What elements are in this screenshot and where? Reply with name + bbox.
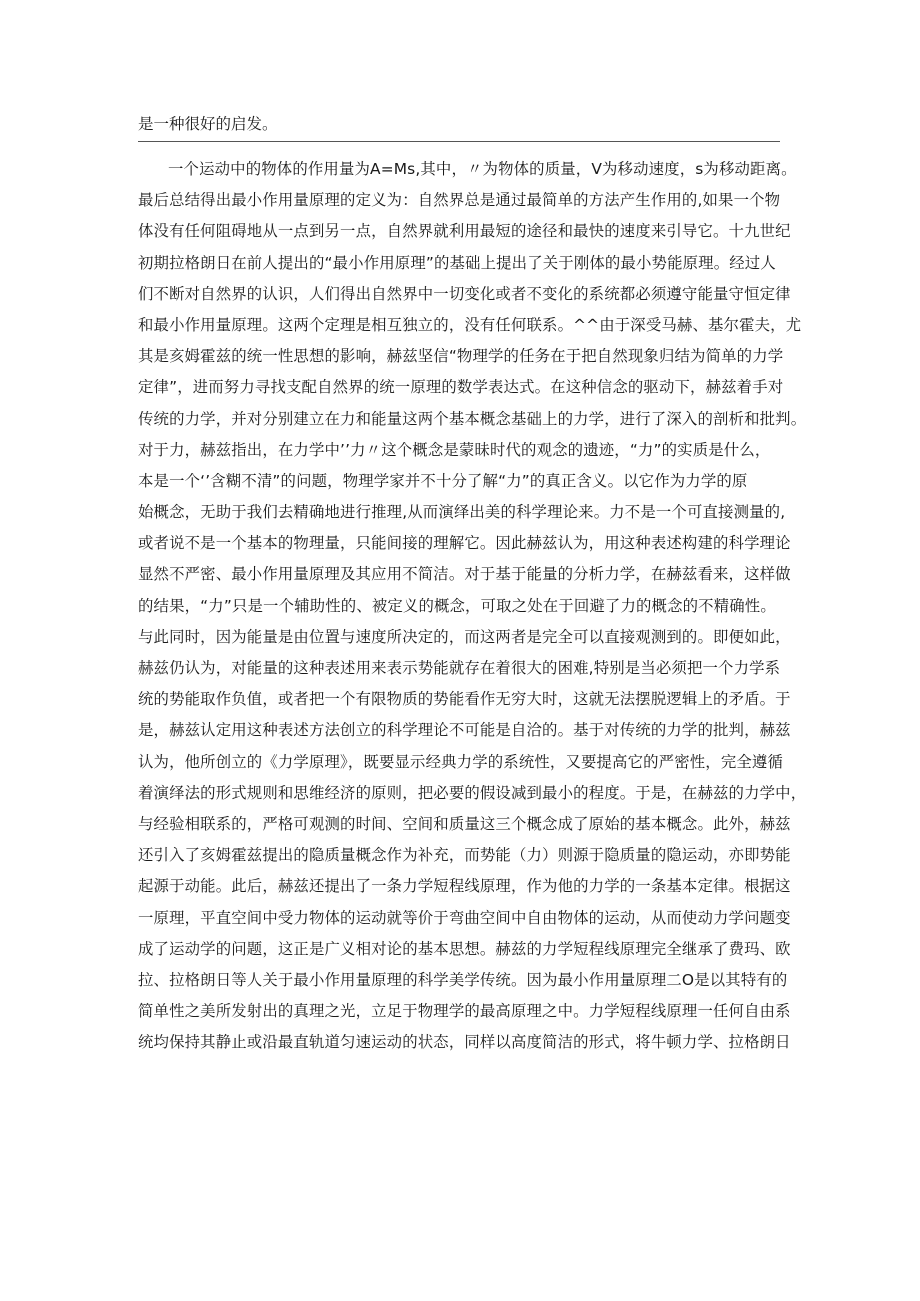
text-line: 与此同时，因为能量是由位置与速度所决定的，而这两者是完全可以直接观测到的。即便如此， (138, 627, 791, 646)
text-line: 与经验相联系的，严格可观测的时间、空间和质量这三个概念成了原始的基本概念。此外，赫兹 (138, 814, 791, 833)
text-line: 认为，他所创立的《力学原理》，既要显示经典力学的系统性，又要提高它的严密性，完全遵循 (138, 752, 784, 771)
text-line: 统的势能取作负值，或者把一个有限物质的势能看作无穷大时，这就无法摆脱逻辑上的矛盾。于 (138, 690, 791, 709)
text-line: 起源于动能。此后，赫兹还提出了一条力学短程线原理，作为他的力学的一条基本定律。根据这 (138, 877, 791, 896)
text-line: 和最小作用量原理。这两个定理是相互独立的，没有任何联系。^^由于深受马赫、基尔霍夫，尤 (138, 315, 802, 334)
text-line: 对于力，赫兹指出，在力学中’’力〃这个概念是蒙昧时代的观念的遗迹，“力”的实质是什么， (138, 440, 771, 459)
text-line: 简单性之美所发射出的真理之光，立足于物理学的最高原理之中。力学短程线原理一任何自由系 (138, 1002, 791, 1021)
text-line: 或者说不是一个基本的物理量，只能间接的理解它。因此赫兹认为，用这种表述构建的科学理论 (138, 534, 791, 553)
text-line: 拉、拉格朗日等人关于最小作用量原理的科学美学传统。因为最小作用量原理二O是以其特有的 (138, 970, 788, 989)
text-line: 始概念，无助于我们去精确地进行推理,从而演绎出美的科学理论来。力不是一个可直接测量的, (138, 503, 786, 522)
text-line: 最后总结得出最小作用量原理的定义为：自然界总是通过最简单的方法产生作用的,如果一个物 (138, 191, 781, 210)
text-line: 一原理，平直空间中受力物体的运动就等价于弯曲空间中自由物体的运动，从而使动力学问题变 (138, 908, 791, 927)
text-line: 赫兹仍认为，对能量的这种表述用来表示势能就存在着很大的困难,特别是当必须把一个力学系 (138, 659, 781, 677)
text-line: 是，赫兹认定用这种表述方法创立的科学理论不可能是自洽的。基于对传统的力学的批判，赫兹 (138, 721, 791, 740)
horizontal-rule (138, 141, 780, 142)
text-line: 统均保持其静止或沿最直轨道匀速运动的状态，同样以高度简洁的形式，将牛顿力学、拉格朗日 (138, 1033, 791, 1052)
text-line: 着演绎法的形式规则和思维经济的原则，把必要的假设减到最小的程度。于是，在赫兹的力学中， (138, 783, 807, 802)
text-line: 的结果，“力”只是一个辅助性的、被定义的概念，可取之处在于回避了力的概念的不精确性。 (138, 596, 776, 615)
text-line: 本是一个‘’含糊不清”的问题，物理学家并不十分了解“力”的真正含义。以它作为力学的原 (138, 471, 748, 490)
previous-page-tail-text: 是一种很好的启发。 (138, 115, 278, 133)
text-line: 成了运动学的问题，这正是广义相对论的基本思想。赫兹的力学短程线原理完全继承了费玛、欧 (138, 939, 791, 958)
text-line: 传统的力学，并对分别建立在力和能量这两个基本概念基础上的力学，进行了深入的剖析和批判。 (138, 409, 807, 428)
body-paragraph (138, 154, 807, 1058)
text-line: 显然不严密、最小作用量原理及其应用不简洁。对于基于能量的分析力学，在赫兹看来，这样做 (138, 565, 791, 584)
text-line: 定律”，进而努力寻找支配自然界的统一原理的数学表达式。在这种信念的驱动下，赫兹着手对 (138, 378, 784, 397)
text-line: 一个运动中的物体的作用量为A=Ms,其中，〃为物体的质量，V为移动速度，s为移动距离。 (168, 160, 797, 178)
text-line: 初期拉格朗日在前人提出的“最小作用原理”的基础上提出了关于刚体的最小势能原理。经过人 (138, 253, 776, 272)
text-line: 体没有任何阻碍地从一点到另一点，自然界就利用最短的途径和最快的速度来引导它。十九世纪 (138, 222, 791, 241)
text-line: 还引入了亥姆霍兹提出的隐质量概念作为补充，而势能（力）则源于隐质量的隐运动，亦即势能 (138, 846, 791, 865)
text-line: 们不断对自然界的认识，人们得出自然界中一切变化或者不变化的系统都必须遵守能量守恒定律 (138, 284, 791, 303)
text-line: 其是亥姆霍兹的统一性思想的影响，赫兹坚信“物理学的任务在于把自然现象归结为简单的力学 (138, 347, 784, 366)
